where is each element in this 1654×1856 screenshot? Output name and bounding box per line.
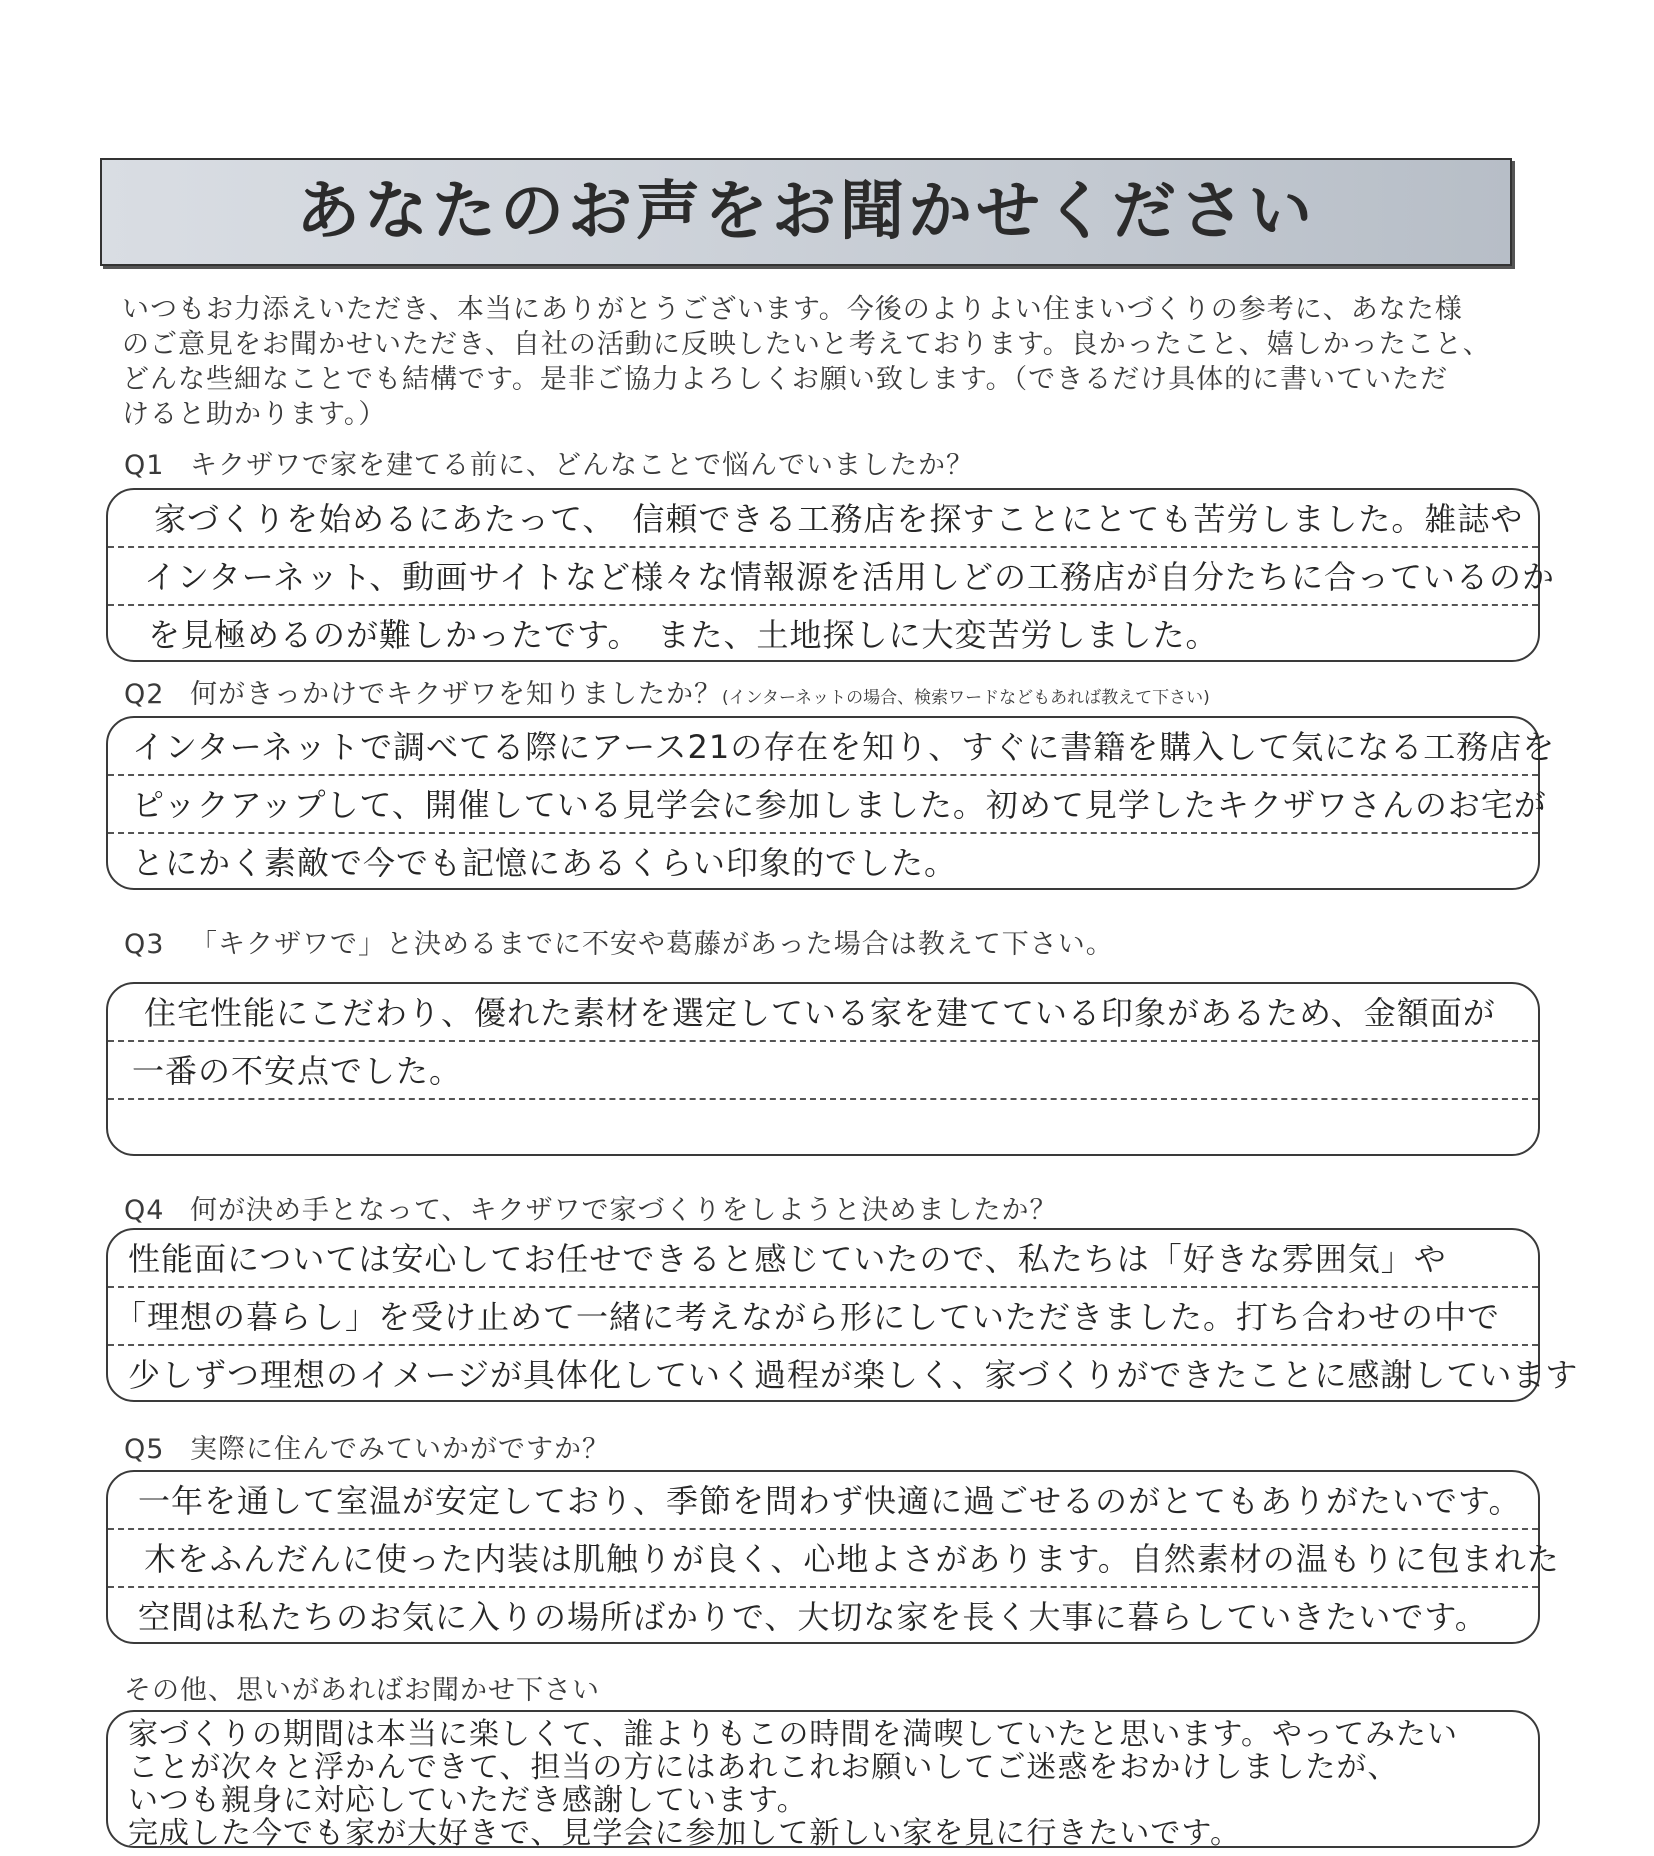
question-number: Q3 [124, 929, 165, 960]
answer-line: いつも親身に対応していただき感謝しています。 [128, 1783, 808, 1818]
question-note: (インターネットの場合、検索ワードなどもあれば教えて下さい) [722, 688, 1210, 708]
question-other [124, 1668, 600, 1707]
answer-box-q1 [106, 488, 1556, 662]
answer-line: インターネットで調べてる際にアース21の存在を知り、すぐに書籍を購入して気になる工務店を [108, 718, 1538, 776]
question-number: Q5 [124, 1434, 165, 1465]
answer-box-other [106, 1710, 1540, 1851]
answer-box-q2 [106, 716, 1556, 890]
question-q2 [124, 672, 1210, 711]
intro-line: のご意見をお聞かせいただき、自社の活動に反映したいと考えております。良かったこと、嬉しかったこと、 [122, 329, 1491, 360]
answer-line: 一年を通して室温が安定しており、季節を問わず快適に過ごせるのがとてもありがたいです。 [108, 1472, 1538, 1530]
question-q4 [124, 1188, 1057, 1227]
answer-box-q3 [106, 982, 1540, 1156]
question-text: 何がきっかけでキクザワを知りましたか？ [190, 679, 722, 710]
answer-line: 住宅性能にこだわり、優れた素材を選定している家を建てている印象があるため、金額面が [108, 984, 1538, 1042]
question-number: Q4 [124, 1195, 165, 1226]
question-text: キクザワで家を建てる前に、どんなことで悩んでいましたか？ [190, 450, 974, 481]
answer-line: 性能面については安心してお任せできると感じていたので、私たちは「好きな雰囲気」や [108, 1230, 1538, 1288]
answer-line: インターネット、動画サイトなど様々な情報源を活用しどの工務店が自分たちに合っているのか [108, 548, 1538, 606]
answer-line: 家づくりを始めるにあたって、 信頼できる工務店を探すことにとても苦労しました。雑誌や [108, 490, 1538, 548]
question-text: 実際に住んでみていかがですか？ [190, 1434, 610, 1465]
title-banner [100, 158, 1512, 266]
answer-line: 家づくりの期間は本当に楽しくて、誰よりもこの時間を満喫していたと思います。やってみたい [128, 1717, 1458, 1752]
question-q1 [124, 443, 974, 482]
intro-line: どんな些細なことでも結構です。是非ご協力よろしくお願い致します。（できるだけ具体的に書いていただ [122, 364, 1449, 395]
page-title: あなたのお声をお聞かせください [296, 175, 1316, 249]
question-text: 「キクザワで」と決めるまでに不安や葛藤があった場合は教えて下さい。 [190, 929, 1114, 960]
intro-text [122, 292, 1522, 432]
answer-line: 完成した今でも家が大好きで、見学会に参加して新しい家を見に行きたいです。 [128, 1816, 1241, 1851]
answer-line: ことが次々と浮かんできて、担当の方にはあれこれお願いしてご迷惑をおかけしましたが、 [128, 1750, 1399, 1785]
question-q5 [124, 1427, 610, 1466]
intro-line: けると助かります。） [122, 399, 387, 430]
intro-line: いつもお力添えいただき、本当にありがとうございます。今後のよりよい住まいづくりの参考に、あなた様 [122, 294, 1463, 325]
answer-line: とにかく素敵で今でも記憶にあるくらい印象的でした。 [132, 844, 958, 882]
answer-box-q4 [106, 1228, 1579, 1402]
answer-line: ピックアップして、開催している見学会に参加しました。初めて見学したキクザワさんのお宅が [108, 776, 1538, 834]
answer-line: 空間は私たちのお気に入りの場所ばかりで、大切な家を長く大事に暮らしていきたいです。 [138, 1598, 1488, 1636]
answer-line [108, 1100, 1538, 1158]
question-q3 [124, 922, 1114, 961]
answer-line: 木をふんだんに使った内装は肌触りが良く、心地よさがあります。自然素材の温もりに包まれた [108, 1530, 1538, 1588]
answer-line: 少しずつ理想のイメージが具体化していく過程が楽しく、家づくりができたことに感謝しています [128, 1356, 1579, 1394]
answer-line: を見極めるのが難しかったです。 また、土地探しに大変苦労しました。 [148, 616, 1219, 654]
question-text: その他、思いがあればお聞かせ下さい [124, 1675, 600, 1706]
answer-box-q5 [106, 1470, 1560, 1644]
question-number: Q2 [124, 679, 165, 710]
answer-line: 一番の不安点でした。 [108, 1042, 1538, 1100]
question-number: Q1 [124, 450, 165, 481]
answer-line: 「理想の暮らし」を受け止めて一緒に考えながら形にしていただきました。打ち合わせの中で [108, 1288, 1538, 1346]
question-text: 何が決め手となって、キクザワで家づくりをしようと決めましたか？ [190, 1195, 1058, 1226]
